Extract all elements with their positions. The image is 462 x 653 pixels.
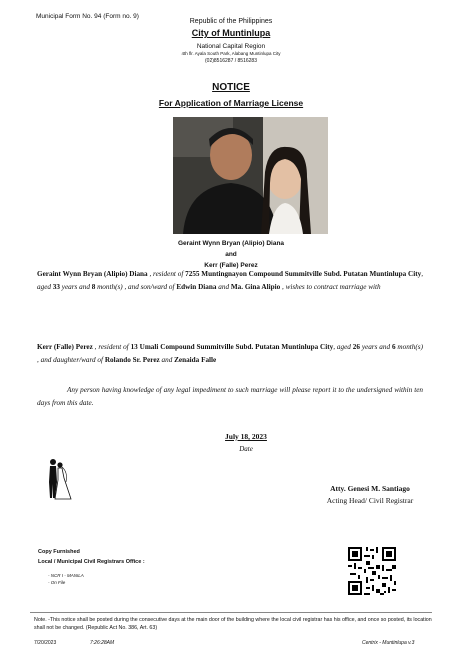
bride-address: 13 Umali Compound Summitville Subd. Putatan Muntinlupa City <box>130 343 334 351</box>
office-address: 4th flr. Ayala South Park, Alabang Muntinlupa City <box>181 51 281 56</box>
copy-recipient-2: - On File <box>48 580 66 585</box>
groom-paragraph <box>37 268 423 294</box>
system-version: Centrix - Muntinlupa v.3 <box>362 640 415 646</box>
bride-text-3: years and <box>359 343 392 351</box>
groom-age-months: 8 <box>91 283 96 291</box>
bride-text-1: , resident of <box>92 343 131 351</box>
copy-furnished-label: Copy Furnished <box>38 549 80 555</box>
groom-text-6: , wishes to contract marriage with <box>280 283 381 291</box>
groom-text-2: , aged <box>37 270 423 291</box>
date-label: Date <box>239 445 253 453</box>
groom-mother: Ma. Gina Alipio <box>230 283 281 291</box>
city-name: City of Muntinlupa <box>191 28 271 38</box>
groom-text-4: month(s) , and son/ward of <box>95 283 177 291</box>
notice-subtitle: For Application of Marriage License <box>158 98 304 108</box>
bride-father: Rolando Sr. Perez <box>104 356 160 364</box>
bride-paragraph <box>37 341 423 367</box>
bride-age-years: 26 <box>352 343 360 351</box>
print-date: 7/20/2023 <box>34 640 57 646</box>
region-label: National Capital Region <box>196 43 266 50</box>
signatory-name: Atty. Genesi M. Santiago <box>330 484 410 493</box>
copy-furnished-office-label: Local / Municipal Civil Registrars Office : <box>38 559 145 565</box>
posting-note: Note. -This notice shall be posted during the consecutive days at the main door of the building where the local civil registrar has his office, and once so posted, its location shall not be changed. (Republic Act No. 386, Art. 63) <box>34 617 432 631</box>
groom-text-3: years and <box>59 283 92 291</box>
bride-text-4: month(s) , and daughter/ward of <box>37 343 423 364</box>
qr-code-icon <box>346 545 398 597</box>
groom-name: Geraint Wynn Bryan (Alipio) Diana <box>37 270 148 278</box>
groom-text-5: and <box>216 283 231 291</box>
form-number: Municipal Form No. 94 (Form no. 9) <box>36 13 139 20</box>
groom-name-caption: Geraint Wynn Bryan (Alipio) Diana <box>177 240 285 247</box>
bride-text-2: , aged <box>333 343 353 351</box>
groom-address: 7255 Muntingnayon Compound Summitville Subd. Putatan Muntinlupa City <box>185 270 422 278</box>
notice-title: NOTICE <box>212 82 250 93</box>
copy-recipient-1: - NCR I - MANILA <box>48 573 84 578</box>
couple-photo <box>173 117 328 234</box>
groom-age-years: 33 <box>52 283 60 291</box>
republic-label: Republic of the Philippines <box>189 18 273 25</box>
bride-name: Kerr (Falle) Perez <box>37 343 93 351</box>
bride-name-caption: Kerr (Falle) Perez <box>204 262 258 269</box>
and-caption: and <box>225 251 237 258</box>
groom-father: Edwin Diana <box>176 283 217 291</box>
bride-mother: Zenaida Falle <box>174 356 217 364</box>
bride-text-5: and <box>159 356 175 364</box>
impediment-paragraph: Any person having knowledge of any legal impediment to such marriage will please report it to the undersigned within ten days from this date. <box>37 386 423 407</box>
signatory-title: Acting Head/ Civil Registrar <box>326 496 414 505</box>
office-phone: (02)8516287 / 8516283 <box>205 58 257 64</box>
notice-date: July 18, 2023 <box>225 432 267 441</box>
print-time: 7:26:28AM <box>90 640 115 646</box>
wedding-couple-icon <box>44 458 72 500</box>
groom-text-1: , resident of <box>147 270 186 278</box>
couple-photo-illustration <box>173 117 328 234</box>
footer-divider <box>30 612 432 613</box>
bride-age-months: 6 <box>391 343 396 351</box>
